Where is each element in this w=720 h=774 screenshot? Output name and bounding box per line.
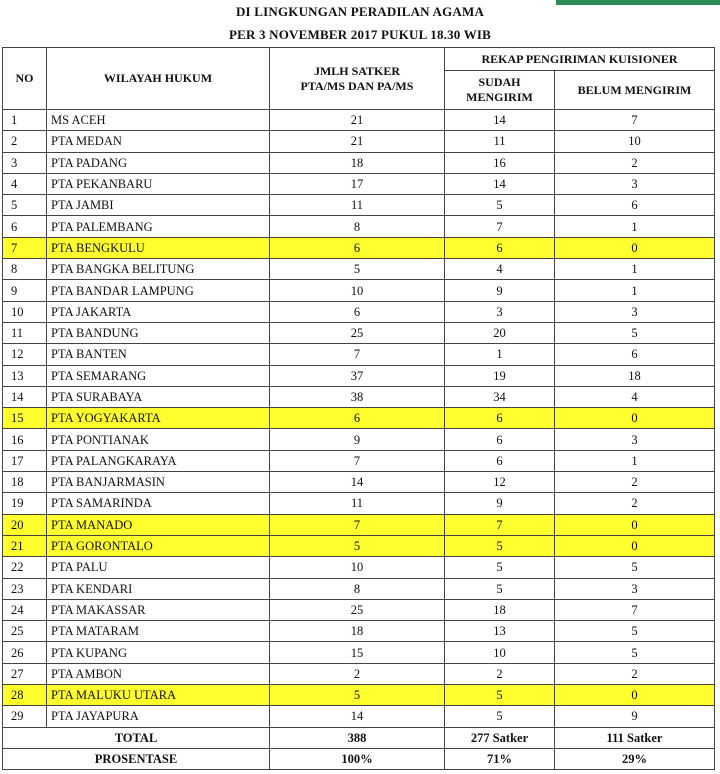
kuisioner-table [2, 47, 715, 770]
row-belum-mengirim: 5 [555, 322, 715, 343]
row-jml-satker: 37 [270, 365, 445, 386]
row-no: 29 [3, 706, 47, 727]
table-row [3, 429, 715, 450]
table-row [3, 344, 715, 365]
prosentase-sudah: 71% [445, 748, 555, 769]
row-jml-satker: 5 [270, 259, 445, 280]
row-sudah-mengirim: 14 [445, 110, 555, 131]
row-jml-satker: 7 [270, 344, 445, 365]
row-no: 21 [3, 535, 47, 556]
row-jml-satker: 6 [270, 301, 445, 322]
row-no: 20 [3, 514, 47, 535]
row-no: 14 [3, 386, 47, 407]
row-sudah-mengirim: 19 [445, 365, 555, 386]
row-jml-satker: 8 [270, 578, 445, 599]
row-jml-satker: 17 [270, 173, 445, 194]
row-belum-mengirim: 5 [555, 642, 715, 663]
row-jml-satker: 38 [270, 386, 445, 407]
header-belum: BELUM MENGIRIM [555, 71, 715, 110]
row-belum-mengirim: 3 [555, 301, 715, 322]
row-no: 9 [3, 280, 47, 301]
row-no: 5 [3, 195, 47, 216]
row-jml-satker: 7 [270, 514, 445, 535]
row-belum-mengirim: 9 [555, 706, 715, 727]
row-wilayah: PTA MEDAN [47, 131, 270, 152]
table-row [3, 599, 715, 620]
row-belum-mengirim: 5 [555, 621, 715, 642]
table-body [3, 110, 715, 728]
row-no: 4 [3, 173, 47, 194]
header-jmlh-satker [270, 48, 445, 110]
row-no: 22 [3, 557, 47, 578]
row-sudah-mengirim: 6 [445, 237, 555, 258]
total-jml: 388 [270, 727, 445, 748]
prosentase-jml: 100% [270, 748, 445, 769]
row-sudah-mengirim: 9 [445, 280, 555, 301]
row-wilayah: PTA BANDUNG [47, 322, 270, 343]
row-no: 3 [3, 152, 47, 173]
row-no: 19 [3, 493, 47, 514]
row-no: 28 [3, 685, 47, 706]
row-sudah-mengirim: 5 [445, 578, 555, 599]
row-sudah-mengirim: 14 [445, 173, 555, 194]
row-sudah-mengirim: 5 [445, 195, 555, 216]
header-rekap: REKAP PENGIRIMAN KUISIONER [445, 48, 715, 71]
row-sudah-mengirim: 5 [445, 557, 555, 578]
row-sudah-mengirim: 5 [445, 535, 555, 556]
row-jml-satker: 10 [270, 280, 445, 301]
table-row [3, 259, 715, 280]
table-row [3, 408, 715, 429]
row-wilayah: PTA PALEMBANG [47, 216, 270, 237]
row-wilayah: PTA SAMARINDA [47, 493, 270, 514]
header-jmlh-line1: JMLH SATKER [313, 63, 401, 78]
row-wilayah: PTA YOGYAKARTA [47, 408, 270, 429]
row-sudah-mengirim: 5 [445, 685, 555, 706]
row-sudah-mengirim: 1 [445, 344, 555, 365]
row-jml-satker: 8 [270, 216, 445, 237]
row-no: 24 [3, 599, 47, 620]
row-sudah-mengirim: 2 [445, 663, 555, 684]
row-belum-mengirim: 0 [555, 535, 715, 556]
row-sudah-mengirim: 10 [445, 642, 555, 663]
prosentase-label: PROSENTASE [3, 748, 270, 769]
row-wilayah: PTA PONTIANAK [47, 429, 270, 450]
row-belum-mengirim: 10 [555, 131, 715, 152]
row-jml-satker: 14 [270, 706, 445, 727]
table-row [3, 621, 715, 642]
row-wilayah: PTA KUPANG [47, 642, 270, 663]
row-jml-satker: 11 [270, 195, 445, 216]
table-row [3, 685, 715, 706]
row-belum-mengirim: 6 [555, 195, 715, 216]
row-jml-satker: 21 [270, 131, 445, 152]
row-sudah-mengirim: 5 [445, 706, 555, 727]
table-row [3, 386, 715, 407]
row-no: 6 [3, 216, 47, 237]
row-sudah-mengirim: 7 [445, 216, 555, 237]
header-jmlh-line2: PTA/MS DAN PA/MS [300, 78, 414, 93]
row-jml-satker: 6 [270, 408, 445, 429]
row-belum-mengirim: 3 [555, 429, 715, 450]
table-row [3, 322, 715, 343]
row-wilayah: PTA AMBON [47, 663, 270, 684]
row-sudah-mengirim: 12 [445, 472, 555, 493]
row-wilayah: PTA GORONTALO [47, 535, 270, 556]
row-sudah-mengirim: 6 [445, 429, 555, 450]
row-jml-satker: 25 [270, 322, 445, 343]
row-jml-satker: 25 [270, 599, 445, 620]
row-belum-mengirim: 7 [555, 599, 715, 620]
header-no: NO [3, 48, 47, 110]
row-belum-mengirim: 2 [555, 663, 715, 684]
row-belum-mengirim: 6 [555, 344, 715, 365]
row-no: 1 [3, 110, 47, 131]
row-no: 13 [3, 365, 47, 386]
row-no: 17 [3, 450, 47, 471]
table-row [3, 110, 715, 131]
table-row [3, 131, 715, 152]
table-row [3, 642, 715, 663]
table-row [3, 237, 715, 258]
row-wilayah: PTA BENGKULU [47, 237, 270, 258]
row-wilayah: PTA MATARAM [47, 621, 270, 642]
row-belum-mengirim: 0 [555, 685, 715, 706]
row-jml-satker: 5 [270, 535, 445, 556]
row-no: 15 [3, 408, 47, 429]
table-row [3, 365, 715, 386]
row-sudah-mengirim: 34 [445, 386, 555, 407]
row-wilayah: PTA JAMBI [47, 195, 270, 216]
row-sudah-mengirim: 6 [445, 450, 555, 471]
row-wilayah: PTA BANGKA BELITUNG [47, 259, 270, 280]
header-sudah [445, 71, 555, 110]
prosentase-row [3, 748, 715, 769]
row-jml-satker: 6 [270, 237, 445, 258]
row-no: 11 [3, 322, 47, 343]
row-belum-mengirim: 2 [555, 152, 715, 173]
table-row [3, 578, 715, 599]
row-wilayah: PTA MALUKU UTARA [47, 685, 270, 706]
row-wilayah: PTA PEKANBARU [47, 173, 270, 194]
row-jml-satker: 21 [270, 110, 445, 131]
row-wilayah: PTA MANADO [47, 514, 270, 535]
row-belum-mengirim: 1 [555, 259, 715, 280]
row-wilayah: PTA BANJARMASIN [47, 472, 270, 493]
row-wilayah: PTA PALU [47, 557, 270, 578]
header-sudah-line1: SUDAH [478, 75, 521, 89]
row-belum-mengirim: 0 [555, 514, 715, 535]
row-no: 10 [3, 301, 47, 322]
row-jml-satker: 5 [270, 685, 445, 706]
row-no: 23 [3, 578, 47, 599]
row-jml-satker: 14 [270, 472, 445, 493]
row-sudah-mengirim: 3 [445, 301, 555, 322]
report-title-line1: DI LINGKUNGAN PERADILAN AGAMA [235, 4, 485, 19]
row-sudah-mengirim: 20 [445, 322, 555, 343]
row-sudah-mengirim: 9 [445, 493, 555, 514]
row-no: 25 [3, 621, 47, 642]
total-belum: 111 Satker [555, 727, 715, 748]
row-belum-mengirim: 7 [555, 110, 715, 131]
row-belum-mengirim: 3 [555, 578, 715, 599]
row-jml-satker: 2 [270, 663, 445, 684]
header-wilayah: WILAYAH HUKUM [47, 48, 270, 110]
row-belum-mengirim: 3 [555, 173, 715, 194]
table-row [3, 514, 715, 535]
row-no: 18 [3, 472, 47, 493]
row-wilayah: PTA SEMARANG [47, 365, 270, 386]
row-wilayah: PTA JAYAPURA [47, 706, 270, 727]
row-belum-mengirim: 18 [555, 365, 715, 386]
row-wilayah: PTA SURABAYA [47, 386, 270, 407]
row-wilayah: MS ACEH [47, 110, 270, 131]
row-wilayah: PTA KENDARI [47, 578, 270, 599]
row-sudah-mengirim: 7 [445, 514, 555, 535]
table-row [3, 535, 715, 556]
table-row [3, 280, 715, 301]
table-row [3, 195, 715, 216]
table-row [3, 216, 715, 237]
row-no: 12 [3, 344, 47, 365]
row-belum-mengirim: 5 [555, 557, 715, 578]
row-sudah-mengirim: 13 [445, 621, 555, 642]
row-no: 27 [3, 663, 47, 684]
header-sudah-line2: MENGIRIM [466, 90, 533, 104]
row-belum-mengirim: 2 [555, 493, 715, 514]
row-sudah-mengirim: 4 [445, 259, 555, 280]
row-no: 7 [3, 237, 47, 258]
row-no: 2 [3, 131, 47, 152]
row-sudah-mengirim: 6 [445, 408, 555, 429]
row-belum-mengirim: 4 [555, 386, 715, 407]
table-row [3, 557, 715, 578]
total-label: TOTAL [3, 727, 270, 748]
row-belum-mengirim: 1 [555, 216, 715, 237]
row-wilayah: PTA JAKARTA [47, 301, 270, 322]
table-row [3, 301, 715, 322]
table-row [3, 706, 715, 727]
row-wilayah: PTA BANDAR LAMPUNG [47, 280, 270, 301]
row-belum-mengirim: 2 [555, 472, 715, 493]
table-row [3, 450, 715, 471]
prosentase-belum: 29% [555, 748, 715, 769]
row-belum-mengirim: 1 [555, 280, 715, 301]
table-row [3, 493, 715, 514]
table-row [3, 663, 715, 684]
row-wilayah: PTA MAKASSAR [47, 599, 270, 620]
row-jml-satker: 18 [270, 152, 445, 173]
row-jml-satker: 10 [270, 557, 445, 578]
row-no: 16 [3, 429, 47, 450]
row-belum-mengirim: 0 [555, 408, 715, 429]
total-sudah: 277 Satker [445, 727, 555, 748]
row-jml-satker: 18 [270, 621, 445, 642]
row-no: 26 [3, 642, 47, 663]
row-wilayah: PTA BANTEN [47, 344, 270, 365]
row-sudah-mengirim: 16 [445, 152, 555, 173]
report-title-line2: PER 3 NOVEMBER 2017 PUKUL 18.30 WIB [228, 27, 492, 42]
table-row [3, 472, 715, 493]
row-belum-mengirim: 0 [555, 237, 715, 258]
row-jml-satker: 11 [270, 493, 445, 514]
row-jml-satker: 7 [270, 450, 445, 471]
row-belum-mengirim: 1 [555, 450, 715, 471]
row-sudah-mengirim: 18 [445, 599, 555, 620]
row-no: 8 [3, 259, 47, 280]
table-row [3, 152, 715, 173]
row-jml-satker: 9 [270, 429, 445, 450]
total-row [3, 727, 715, 748]
row-jml-satker: 15 [270, 642, 445, 663]
table-row [3, 173, 715, 194]
row-sudah-mengirim: 11 [445, 131, 555, 152]
row-wilayah: PTA PALANGKARAYA [47, 450, 270, 471]
row-wilayah: PTA PADANG [47, 152, 270, 173]
